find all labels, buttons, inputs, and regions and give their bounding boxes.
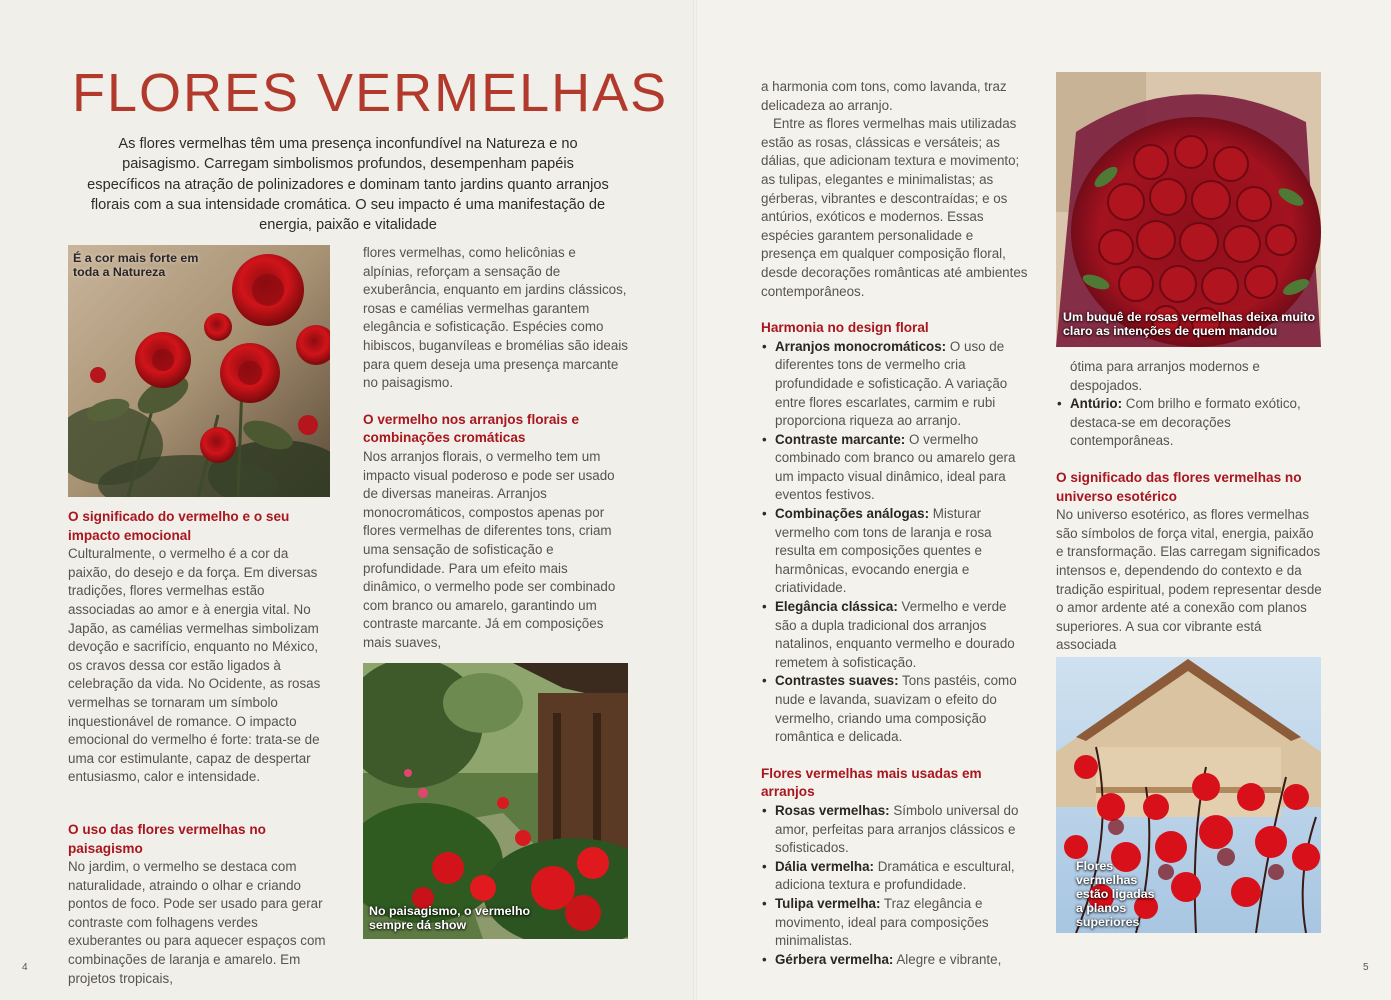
bouquet-image <box>1056 72 1321 347</box>
bouquet-photo <box>1056 72 1321 347</box>
paragraph-harmonia-lavanda: a harmonia com tons, como lavanda, traz delicadeza ao arranjo. <box>761 79 1007 113</box>
list-item: • Tulipa vermelha: Traz elegância e movimento, ideal para composições minimalistas. <box>761 895 1029 951</box>
list-item: • Antúrio: Com brilho e formato exótico, destaca-se em decorações contemporâneas. <box>1056 395 1324 451</box>
list-item: • Dália vermelha: Dramática e escultural, adiciona textura e profundidade. <box>761 858 1029 895</box>
right-column-2 <box>1056 358 1324 655</box>
list-item: • Arranjos monocromáticos: O uso de diferentes tons de vermelho cria profundidade e sofisticação. A variação entre flores escarlates, carmim e rubi proporciona riqueza ao arranjo. <box>761 338 1029 431</box>
heading-flores-arranjos: Flores vermelhas mais usadas em arranjos <box>761 765 982 800</box>
roses-photo <box>68 245 330 497</box>
harmonia-list <box>761 338 1029 747</box>
list-item: • Elegância clássica: Vermelho e verde são a dupla tradicional dos arranjos natalinos, enquanto vermelho e dourado remetem à sofisticação. <box>761 598 1029 672</box>
heading-harmonia-design: Harmonia no design floral <box>761 320 929 336</box>
heading-paisagismo: O uso das flores vermelhas no paisagismo <box>68 821 266 856</box>
garden-image <box>363 663 628 939</box>
heading-arranjos-florais: O vermelho nos arranjos florais e combinações cromáticas <box>363 411 580 446</box>
roses-image <box>68 245 330 497</box>
list-item: • Contrastes suaves: Tons pastéis, como nude e lavanda, suavizam o efeito do vermelho, criando uma composição romântica e delicada. <box>761 672 1029 746</box>
list-item: • Contraste marcante: O vermelho combinado com branco ou amarelo gera um impacto visual dinâmico, ideal para eventos festivos. <box>761 431 1029 505</box>
roses-caption: É a cor mais forte em toda a Natureza <box>73 251 199 279</box>
list-item: • Gérbera vermelha: Alegre e vibrante, <box>761 951 1029 970</box>
flores-list <box>761 802 1029 969</box>
garden-photo <box>363 663 628 939</box>
paragraph-paisagismo: No jardim, o vermelho se destaca com naturalidade, atraindo o olhar e criando pontos de foco. Pode ser usado para gerar contraste com folhagens verdes exuberantes ou para aquecer espaços com combinações de laranja e amarelo. Em projetos tropicais, <box>68 859 326 986</box>
heading-esoterico: O significado das flores vermelhas no universo esotérico <box>1056 469 1302 504</box>
temple-caption: Flores vermelhas estão ligadas a planos superiores <box>1076 859 1155 929</box>
paragraph-arranjos: Nos arranjos florais, o vermelho tem um impacto visual poderoso e pode ser usado de diversas maneiras. Arranjos monocromáticos, compostos apenas por flores vermelhas de diferentes tons, criam uma sensação de sofisticação e profundidade. Para um efeito mais dinâmico, o vermelho pode ser combinado com branco ou amarelo, garantindo um contraste marcante. Já em composições mais suaves, <box>363 448 616 650</box>
paragraph-esoterico: No universo esotérico, as flores vermelhas são símbolos de força vital, energia, paixão e transformação. Elas carregam significados intensos e, dependendo do contexto e da tradição espiritual, podem representar desde o amor ardente até a conexão com planos superiores. A sua cor vibrante está associada <box>1056 507 1322 653</box>
garden-caption: No paisagismo, o vermelho sempre dá show <box>369 904 531 932</box>
anturio-list <box>1056 395 1324 451</box>
paragraph-gerbera-cont: ótima para arranjos modernos e despojados. <box>1070 359 1260 393</box>
page-number-left: 4 <box>22 962 28 973</box>
intro-paragraph: As flores vermelhas têm uma presença inconfundível na Natureza e no paisagismo. Carregam simbolismos profundos, desempenham papéis específicos na atração de polinizadores e dominam tanto jardins quanto arranjos florais com a sua intensidade cromática. O seu impacto é uma manifestação de energia, paixão e vitalidade <box>87 136 609 234</box>
left-column-1 <box>68 508 334 988</box>
paragraph-flores-utilizadas: Entre as flores vermelhas mais utilizadas estão as rosas, clássicas e versáteis; as dálias, que adicionam textura e movimento; as tulipas, elegantes e minimalistas; as gérberas, vibrantes e descontraídas; e os antúrios, exóticos e modernos. Essas espécies garantem personalidade e presença em qualquer composição floral, desde decorações românticas até ambientes contemporâneos. <box>761 116 1028 299</box>
heading-significado-vermelho: O significado do vermelho e o seu impacto emocional <box>68 509 290 543</box>
page-gutter <box>693 0 697 1000</box>
page-title: FLORES VERMELHAS <box>72 63 669 123</box>
right-column-1 <box>761 78 1029 969</box>
paragraph-exuberancia: flores vermelhas, como helicônias e alpínias, reforçam a sensação de exuberância, enquanto em jardins clássicos, rosas e camélias vermelhas garantem elegância e sofisticação. Espécies como hibiscos, buganvíleas e bromélias são ideais para quem deseja uma presença marcante no paisagismo. <box>363 245 628 391</box>
left-column-2 <box>363 244 628 652</box>
bouquet-caption: Um buquê de rosas vermelhas deixa muito claro as intenções de quem mandou <box>1063 310 1316 338</box>
paragraph-significado: Culturalmente, o vermelho é a cor da paixão, do desejo e da força. Em diversas tradições, flores vermelhas estão associadas ao amor e à energia vital. No Japão, as camélias vermelhas simbolizam devoção e sacrifício, enquanto no México, os cravos dessa cor estão ligados à celebração da vida. No Ocidente, as rosas vermelhas se tornaram um símbolo inquestionável de romance. O impacto emocional do vermelho é forte: trata-se de uma cor estimulante, capaz de despertar entusiasmo, calor e intensidade. <box>68 546 321 785</box>
list-item: • Combinações análogas: Misturar vermelho com tons de laranja e rosa resulta em composições quentes e harmônicas, evocando energia e criatividade. <box>761 505 1029 598</box>
list-item: • Rosas vermelhas: Símbolo universal do amor, perfeitas para arranjos clássicos e sofisticados. <box>761 802 1029 858</box>
temple-photo <box>1056 657 1321 933</box>
page-number-right: 5 <box>1363 962 1369 973</box>
